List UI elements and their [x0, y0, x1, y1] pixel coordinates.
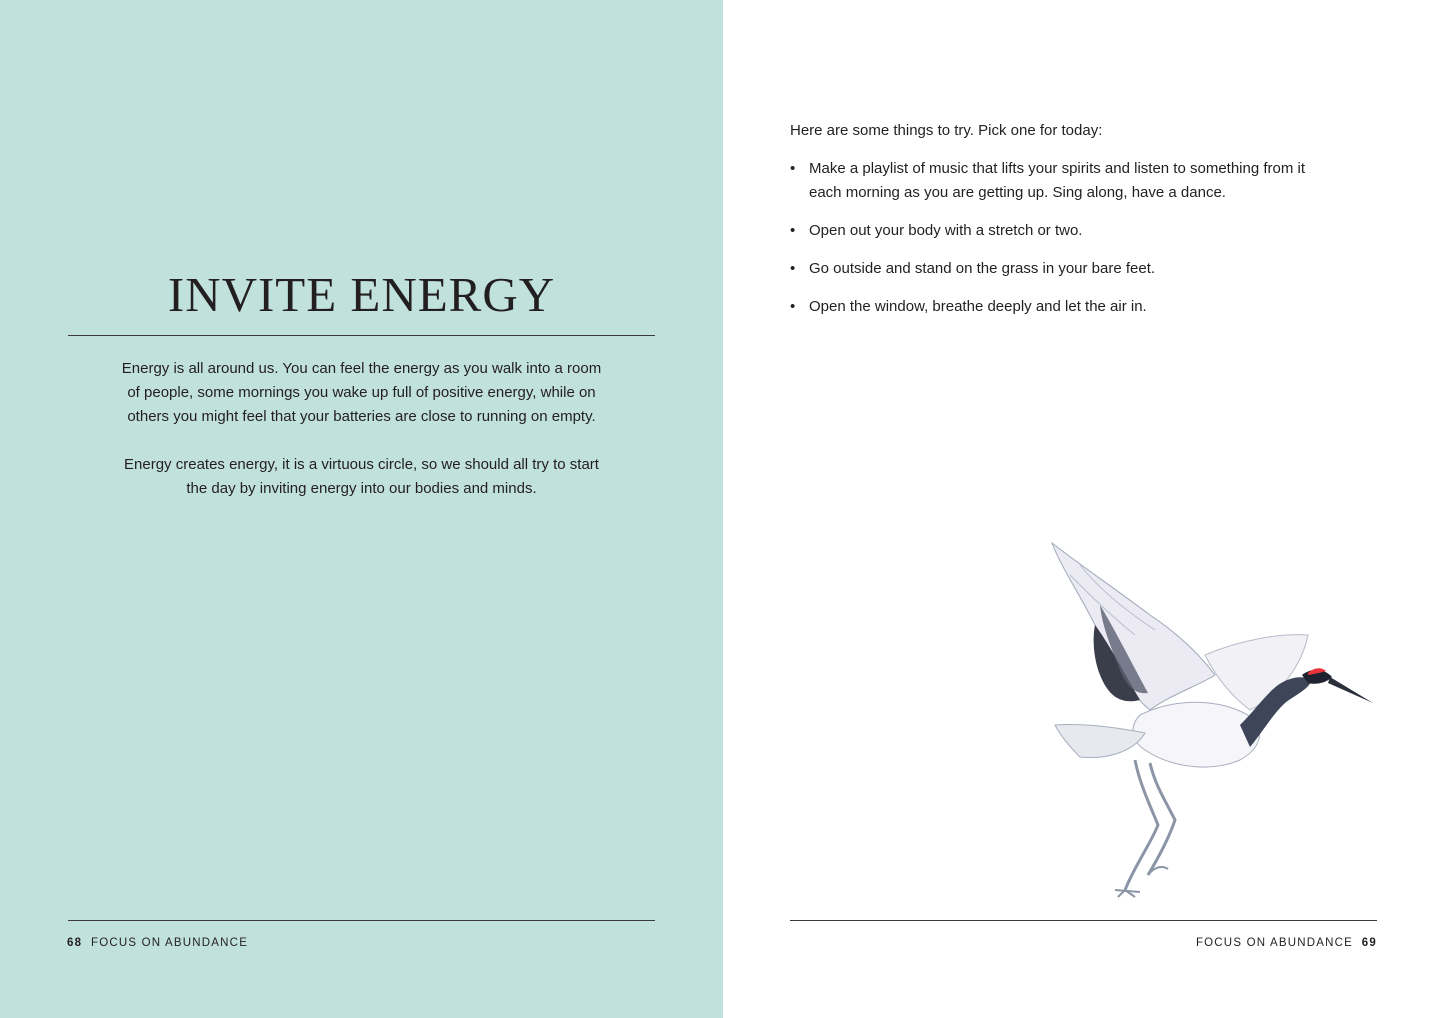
- list-item-text: Go outside and stand on the grass in your bare feet.: [809, 260, 1156, 277]
- list-item-text: Open out your body with a stretch or two.: [809, 222, 1083, 239]
- list-item: [790, 295, 1310, 319]
- tips-section: [790, 119, 1310, 333]
- list-item: [790, 219, 1310, 243]
- list-item-text: Make a playlist of music that lifts your spirits and listen to something from it each morning as you are getting up. Sing along, have a dance.: [809, 160, 1306, 201]
- running-footer-left: FOCUS ON ABUNDANCE: [91, 937, 249, 949]
- page-number-left: 68: [67, 937, 83, 949]
- page-number-right: 69: [1361, 937, 1377, 949]
- tips-lead: Here are some things to try. Pick one for today:: [790, 122, 1103, 139]
- bullet-icon: •: [790, 160, 796, 177]
- intro-paragraph: Energy is all around us. You can feel the energy as you walk into a room of people, some mornings you wake up full of positive energy, while on others you might feel that your batteries are close to running on empty.: [121, 360, 602, 425]
- title-divider: [68, 335, 655, 336]
- footer-divider-left: [68, 920, 655, 921]
- intro-text: [120, 357, 603, 525]
- bullet-icon: •: [790, 222, 796, 239]
- list-item-text: Open the window, breathe deeply and let the air in.: [809, 298, 1147, 315]
- intro-paragraph: Energy creates energy, it is a virtuous circle, so we should all try to start the day by inviting energy into our bodies and minds.: [124, 456, 599, 497]
- bullet-icon: •: [790, 298, 796, 315]
- bullet-icon: •: [790, 260, 796, 277]
- list-item: [790, 257, 1310, 281]
- crane-illustration: [1040, 535, 1380, 905]
- running-footer-right: FOCUS ON ABUNDANCE: [1195, 937, 1353, 949]
- footer-right: [1196, 937, 1377, 949]
- page-title: INVITE ENERGY: [167, 267, 556, 322]
- footer-divider-right: [790, 920, 1377, 921]
- footer-left: [67, 937, 248, 949]
- list-item: [790, 157, 1310, 205]
- tips-list: [790, 157, 1310, 319]
